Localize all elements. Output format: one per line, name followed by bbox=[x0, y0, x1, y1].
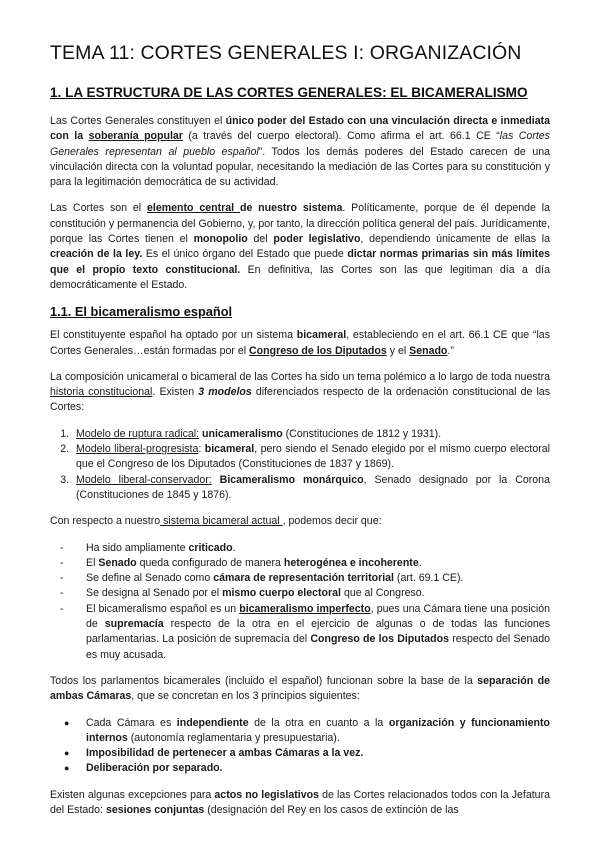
page-title: TEMA 11: CORTES GENERALES I: ORGANIZACIÓN bbox=[50, 42, 522, 64]
list-item: ● Deliberación por separado. bbox=[86, 761, 550, 776]
models-list bbox=[50, 427, 550, 503]
characteristics-list bbox=[50, 541, 550, 663]
list-item: - Ha sido ampliamente criticado. bbox=[50, 541, 550, 556]
list-item: ● Cada Cámara es independiente de la otra en cuanto a la organización y funcionamiento internos (autonomía reglamentaria y presupuestaria). bbox=[86, 716, 550, 747]
subsection-heading-1-1: 1.1. El bicameralismo español bbox=[50, 304, 233, 320]
paragraph-elemento-central: Las Cortes son el elemento central de nuestro sistema. Políticamente, porque de él depende la constitución y permanencia del Gobierno, y, por tanto, la dirección política general del país. Jurídicamente, porque las Cortes tienen el monopolio del poder legislativo, dependiendo únicamente de ellas la creación de la ley. Es el único órgano del Estado que puede dictar normas primarias sin más límites que el propio texto constitucional. En definitiva, las Cortes son las que legitiman día a día democráticamente el Estado. bbox=[50, 202, 551, 291]
list-item: 3. Modelo liberal-conservador: Bicameralismo monárquico, Senado designado por la Corona (Constituciones de 1845 y 1876). bbox=[72, 473, 550, 504]
list-item: 1. Modelo de ruptura radical: unicameralismo (Constituciones de 1812 y 1931). bbox=[72, 427, 550, 442]
list-item: - Se designa al Senado por el mismo cuerpo electoral que al Congreso. bbox=[50, 586, 550, 601]
list-item: - El Senado queda configurado de manera heterogénea e incoherente. bbox=[50, 556, 550, 571]
paragraph-excepciones: Existen algunas excepciones para actos no legislativos de las Cortes relacionados todos con la Jefatura del Estado: sesiones conjuntas (designación del Rey en los casos de extinción de las bbox=[50, 788, 550, 816]
list-item: - Se define al Senado como cámara de representación territorial (art. 69.1 CE). bbox=[50, 571, 550, 586]
principles-list bbox=[50, 716, 550, 777]
paragraph-bicameral: El constituyente español ha optado por un sistema bicameral, estableciendo en el art. 66.1 CE que “las Cortes Generales…están formadas por el Congreso de los Diputados y el Senado.” bbox=[50, 329, 550, 357]
paragraph-separacion: Todos los parlamentos bicamerales (incluido el español) funcionan sobre la base de la separación de ambas Cámaras, que se concretan en los 3 principios siguientes: bbox=[50, 674, 550, 703]
list-item: - El bicameralismo español es un bicameralismo imperfecto, pues una Cámara tiene una posición de supremacía respecto de la otra en el ejercicio de algunas o de todas las funciones parlamentarias. La posición de supremacía del Congreso de los Diputados respecto del Senado es muy acusada. bbox=[50, 602, 550, 663]
paragraph-soberania: Las Cortes Generales constituyen el único poder del Estado con una vinculación directa e inmediata con la soberanía popular (a través del cuerpo electoral). Como afirma el art. 66.1 CE “las Cortes Generales representan al pueblo español”. Todos los demás poderes del Estado carecen de una vinculación directa con la voluntad popular, necesitando la mediación de las Cortes para su constitución y para la legitimación democrática de su actividad. bbox=[50, 115, 551, 189]
section-heading-1: 1. LA ESTRUCTURA DE LAS CORTES GENERALES: EL BICAMERALISMO bbox=[50, 85, 528, 100]
paragraph-sistema-actual: Con respecto a nuestro sistema bicameral actual , podemos decir que: bbox=[50, 515, 382, 528]
paragraph-composicion: La composición unicameral o bicameral de las Cortes ha sido un tema polémico a lo largo de toda nuestra historia constitucional. Existen 3 modelos diferenciados respecto de la ordenación constitucional de las Cortes: bbox=[50, 370, 550, 414]
list-item: 2. Modelo liberal-progresista: bicameral, pero siendo el Senado elegido por el mismo cuerpo electoral que el Congreso de los Diputados (Constituciones de 1837 y 1869). bbox=[72, 442, 550, 473]
list-item: ● Imposibilidad de pertenecer a ambas Cámaras a la vez. bbox=[86, 746, 550, 761]
